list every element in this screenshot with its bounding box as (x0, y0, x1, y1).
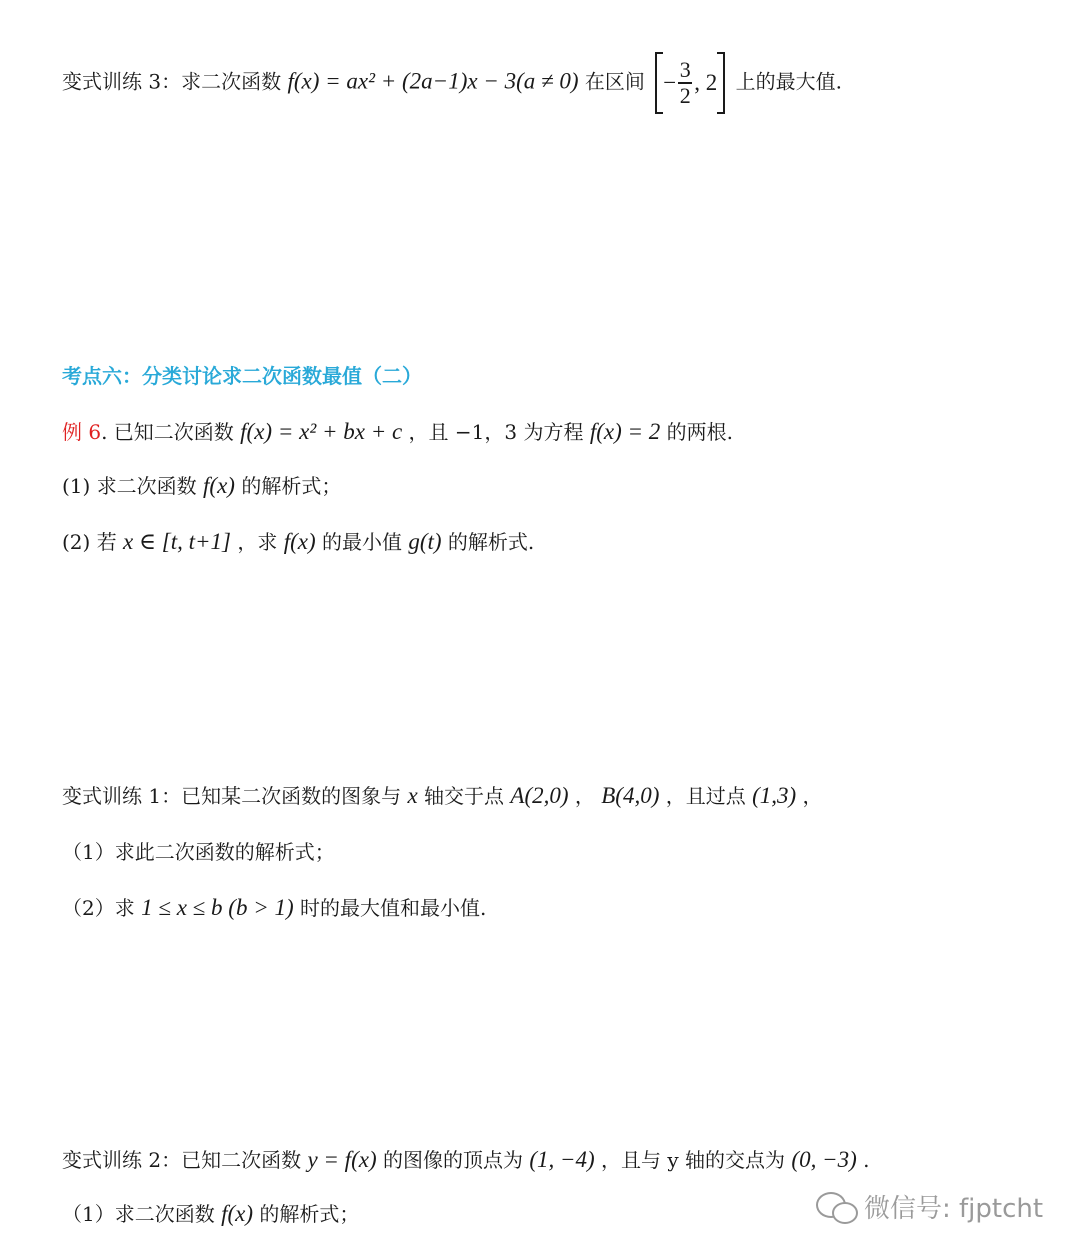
fraction-denominator: 2 (679, 82, 691, 108)
question-6-2-prefix: (2) 若 (62, 530, 117, 554)
example-6-text2: ，且 −1，3 为方程 (408, 420, 584, 444)
exercise-1-var: x (407, 783, 418, 808)
exercise-1-label: 变式训练 1：已知某二次函数的图象与 (62, 784, 402, 808)
question-6-1-prefix: (1) 求二次函数 (62, 474, 197, 498)
question-6-2-formula3: g(t) (408, 529, 442, 554)
question-1-2 (62, 894, 486, 922)
question-6-2-suffix: 的解析式. (447, 530, 535, 554)
question-1-2-prefix: （2）求 (62, 896, 135, 920)
question-2-1-formula: f(x) (221, 1201, 254, 1226)
exercise-2-label: 变式训练 2：已知二次函数 (62, 1148, 302, 1172)
fraction (678, 58, 692, 108)
interval-minus: − (663, 70, 677, 95)
exercise-2-mid2: ，且与 y 轴的交点为 (601, 1148, 786, 1172)
example-6 (62, 418, 733, 446)
exercise-2-formula: y = f(x) (307, 1147, 377, 1172)
exercise-2 (62, 1146, 869, 1174)
watermark (816, 1188, 1043, 1225)
fraction-numerator: 3 (679, 57, 691, 83)
exercise-1-point-b: B(4,0) (601, 783, 660, 808)
exercise-2-point: (0, −3) (791, 1147, 857, 1172)
exercise-1-mid2: ，且过点 (665, 784, 746, 808)
left-bracket (655, 52, 663, 114)
question-6-1-suffix: 的解析式； (241, 474, 342, 498)
question-6-1-formula: f(x) (203, 473, 235, 498)
question-6-1 (62, 472, 341, 500)
exercise-3-formula: f(x) = ax² + (2a−1)x − 3(a ≠ 0) (287, 68, 579, 94)
example-6-label: 例 6 (62, 420, 102, 444)
exercise-2-mid: 的图像的顶点为 (382, 1148, 523, 1172)
section-6-title: 考点六：分类讨论求二次函数最值（二） (62, 364, 422, 388)
question-6-2-mid: ，求 (237, 530, 278, 554)
question-6-2-formula: x ∈ [t, t+1] (123, 529, 231, 554)
exercise-2-vertex: (1, −4) (529, 1147, 595, 1172)
exercise-1-end: ， (802, 784, 823, 808)
exercise-3 (62, 52, 842, 114)
interval (655, 52, 725, 114)
question-1-2-suffix: 时的最大值和最小值. (300, 896, 487, 920)
example-6-text3: 的两根. (666, 420, 733, 444)
exercise-1-point-c: (1,3) (752, 783, 797, 808)
exercise-3-tail: 上的最大值. (735, 69, 842, 94)
question-1-2-formula: 1 ≤ x ≤ b (b > 1) (141, 895, 294, 920)
question-2-1 (62, 1200, 359, 1228)
exercise-3-mid: 在区间 (584, 69, 645, 94)
question-1-1: （1）求此二次函数的解析式； (62, 840, 335, 864)
question-6-2-formula2: f(x) (283, 529, 316, 554)
exercise-1-sep: ， (574, 784, 595, 808)
example-6-formula: f(x) = x² + bx + c (240, 419, 403, 444)
exercise-1-mid: 轴交于点 (424, 784, 505, 808)
exercise-1-point-a: A(2,0) (510, 783, 569, 808)
right-bracket (717, 52, 725, 114)
exercise-2-end: . (863, 1148, 870, 1172)
watermark-text: 微信号: fjptcht (864, 1194, 1044, 1224)
question-6-2 (62, 528, 534, 556)
exercise-1 (62, 782, 823, 810)
example-6-text1: . 已知二次函数 (101, 420, 234, 444)
exercise-3-label: 变式训练 3：求二次函数 (62, 69, 282, 94)
wechat-icon (816, 1190, 856, 1224)
question-6-2-mid2: 的最小值 (321, 530, 402, 554)
interval-end: , 2 (694, 70, 718, 95)
example-6-formula2: f(x) = 2 (589, 419, 661, 444)
question-2-1-prefix: （1）求二次函数 (62, 1202, 215, 1226)
question-2-1-suffix: 的解析式； (259, 1202, 360, 1226)
